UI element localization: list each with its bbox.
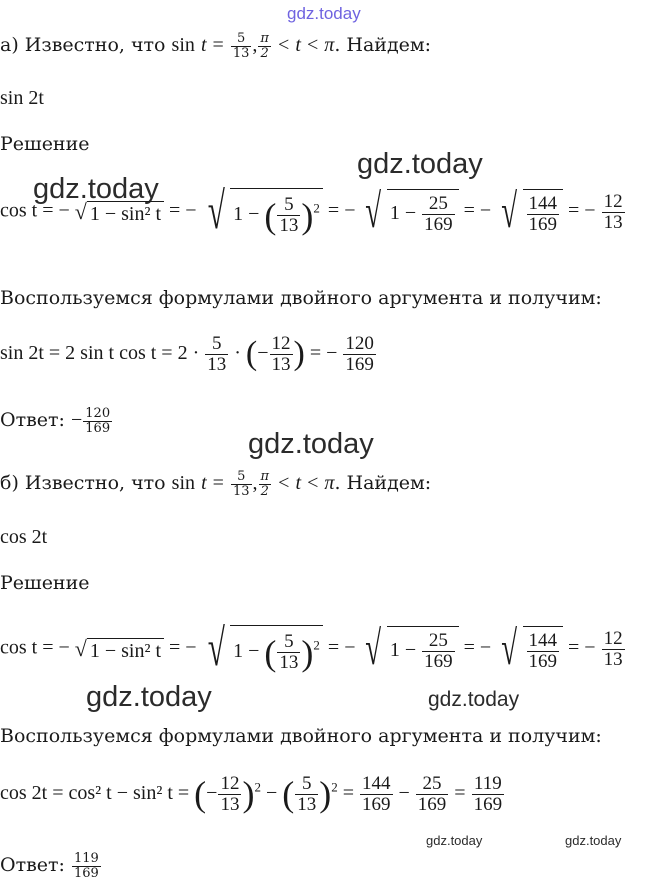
fraction: $\frac{119}{169}$ bbox=[473, 773, 503, 815]
math-eq: = − bbox=[568, 636, 596, 659]
part-b-answer bbox=[0, 852, 102, 880]
fraction: $\frac{5}{13}$ bbox=[232, 31, 250, 61]
fraction: $\frac{5}{13}$ bbox=[207, 333, 227, 375]
part-a-sin2t-derivation: sin 2t = 2 sin t cos t = 2 · $\frac{5}{13}$ · (− $\frac{12}{13}$ ) = − $\frac{120}{169}$ bbox=[0, 333, 374, 375]
fraction: $\frac{25}{169}$ bbox=[417, 773, 447, 815]
math-var: t bbox=[200, 34, 207, 57]
math-eq: = − bbox=[327, 636, 356, 659]
math-cos-lhs: cos t = − bbox=[0, 199, 70, 222]
math-comma: , bbox=[252, 472, 258, 495]
sqrt-expression: √ 1 − $\frac{25}{169}$ bbox=[360, 188, 458, 236]
watermark: gdz.today bbox=[428, 688, 520, 711]
part-a-given-line bbox=[0, 32, 431, 60]
fraction: $\frac{\pi}{2}$ bbox=[260, 469, 270, 499]
watermark: gdz.today bbox=[426, 833, 483, 848]
math-eq: = − bbox=[169, 636, 197, 659]
math-neg: − bbox=[71, 409, 83, 432]
math-eq: = bbox=[212, 472, 224, 495]
watermark: gdz.today bbox=[248, 428, 374, 460]
part-a-task: sin 2t bbox=[0, 87, 44, 109]
sqrt-expression: √ $\frac{144}{169}$ bbox=[496, 188, 563, 236]
math-eq: = − bbox=[463, 199, 492, 222]
fraction: $\frac{120}{169}$ bbox=[345, 333, 374, 375]
math-eq: = − bbox=[327, 199, 356, 222]
part-b-cos2t-derivation: cos 2t = cos² t − sin² t = (− $\frac{12}{13}$ )$^2$ − ( $\frac{5}{13}$ )$^2$ = $\frac{144}{169}$ − $\frac{25}{169}$ = $\frac{119}{169}$ bbox=[0, 773, 503, 815]
math-neg: − bbox=[206, 782, 218, 805]
math-comma: , bbox=[252, 34, 258, 57]
watermark: gdz.today bbox=[357, 148, 483, 180]
math-cos2t-lhs: cos 2t = cos² t − sin² t = bbox=[0, 782, 190, 805]
math-minus: − bbox=[265, 782, 278, 805]
part-a-intro: а) Известно, что bbox=[0, 34, 166, 57]
math-pi: π bbox=[324, 472, 335, 495]
math-var: t bbox=[295, 472, 302, 495]
math-eq: = − bbox=[463, 636, 492, 659]
fraction: $\frac{12}{13}$ bbox=[220, 773, 240, 815]
fraction: $\frac{12}{13}$ bbox=[603, 627, 623, 670]
math-eq: = − bbox=[568, 199, 596, 222]
part-a-answer bbox=[0, 407, 113, 435]
part-b-intro: б) Известно, что bbox=[0, 472, 166, 495]
sqrt-expression: √ 1 − sin² t bbox=[75, 638, 164, 661]
math-eq: = − bbox=[169, 199, 197, 222]
part-a-solution-label: Решение bbox=[0, 133, 90, 155]
math-var: t bbox=[201, 472, 207, 495]
fraction: $\frac{120}{169}$ bbox=[85, 406, 111, 436]
fraction: $\frac{12}{13}$ bbox=[271, 333, 291, 375]
math-minus: − bbox=[398, 782, 410, 805]
watermark-top: gdz.today bbox=[287, 4, 361, 23]
math-pi: π bbox=[324, 34, 335, 57]
math-eq: = bbox=[454, 782, 466, 805]
part-b-solution-label: Решение bbox=[0, 572, 90, 594]
part-b-formula-text: Воспользуемся формулами двойного аргумента и получим: bbox=[0, 725, 602, 747]
watermark: gdz.today bbox=[86, 681, 212, 713]
math-neg: − bbox=[257, 342, 269, 365]
fraction: $\frac{12}{13}$ bbox=[603, 190, 623, 233]
fraction: $\frac{\pi}{2}$ bbox=[260, 31, 269, 61]
math-cos-lhs: cos t = − bbox=[0, 636, 70, 659]
math-lt: < bbox=[306, 34, 319, 57]
sqrt-expression: √ 1 − ( $\frac{5}{13}$ )$^2$ bbox=[202, 623, 323, 675]
sqrt-expression: √ 1 − ( $\frac{5}{13}$ )$^2$ bbox=[202, 186, 323, 238]
math-eq: = bbox=[212, 34, 224, 57]
fraction: $\frac{119}{169}$ bbox=[74, 851, 99, 881]
math-dot: · bbox=[234, 342, 241, 365]
part-a-find: . Найдем: bbox=[334, 34, 432, 57]
watermark: gdz.today bbox=[565, 833, 622, 848]
answer-label: Ответ: bbox=[0, 854, 65, 877]
math-sin2t-lhs: sin 2t = 2 sin t cos t = 2 · bbox=[0, 342, 200, 365]
fraction: $\frac{144}{169}$ bbox=[362, 773, 391, 815]
math-eq: = bbox=[342, 782, 355, 805]
part-b-find: . Найдем: bbox=[334, 472, 432, 495]
part-b-given-line bbox=[0, 470, 431, 498]
math-sin: sin bbox=[171, 34, 195, 57]
sqrt-expression: √ 1 − $\frac{25}{169}$ bbox=[360, 625, 458, 673]
math-sin: sin bbox=[171, 472, 196, 495]
math-lt: < bbox=[278, 472, 290, 495]
fraction: $\frac{5}{13}$ bbox=[233, 469, 250, 499]
sqrt-expression: √ 1 − sin² t bbox=[75, 201, 164, 224]
part-a-cos-derivation bbox=[0, 183, 626, 240]
math-var: t bbox=[295, 34, 301, 57]
watermark: gdz.today bbox=[33, 173, 159, 205]
part-b-cos-derivation bbox=[0, 620, 626, 677]
part-a-formula-text: Воспользуемся формулами двойного аргумента и получим: bbox=[0, 287, 602, 309]
math-eq: = − bbox=[309, 342, 338, 365]
math-lt: < bbox=[278, 34, 290, 57]
answer-label: Ответ: bbox=[0, 409, 65, 432]
fraction: $\frac{5}{13}$ bbox=[297, 773, 317, 815]
sqrt-expression: √ $\frac{144}{169}$ bbox=[496, 625, 563, 673]
math-lt: < bbox=[307, 472, 319, 495]
part-b-task: cos 2t bbox=[0, 526, 48, 548]
